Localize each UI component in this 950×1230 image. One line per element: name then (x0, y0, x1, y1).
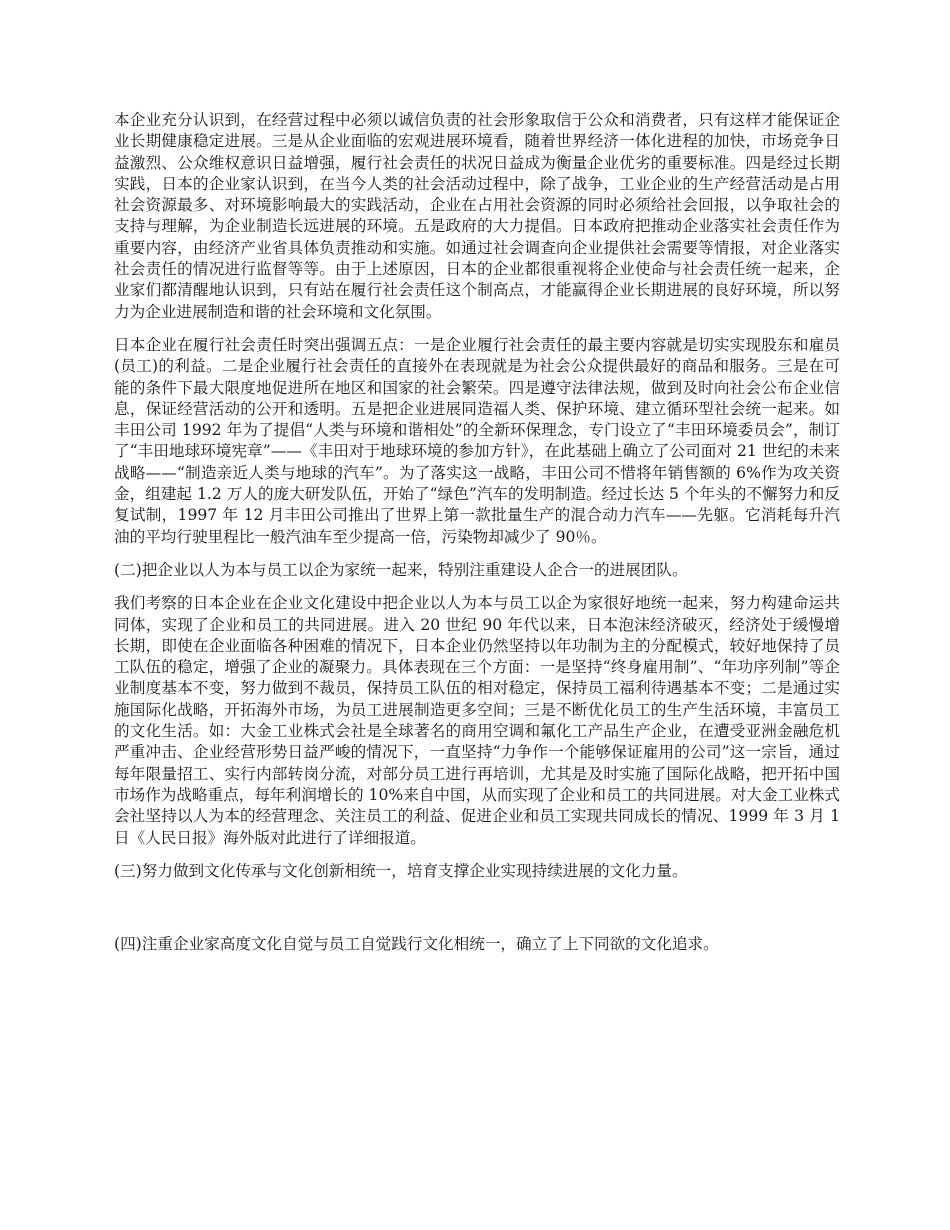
blank-gap (114, 894, 840, 934)
section-heading-3: (三)努力做到文化传承与文化创新相统一，培育支撑企业实现持续进展的文化力量。 (114, 861, 688, 880)
section-heading-2: (二)把企业以人为本与员工以企为家统一起来，特别注重建设人企合一的进展团队。 (114, 560, 688, 579)
paragraph-social-responsibility-reasons: 本企业充分认识到，在经营过程中必须以诚信负责的社会形象取信于公众和消费者，只有这样才能保证企业长期健康稳定进展。三是从企业面临的宏观进展环境看，随着世界经济一体化进程的加快，市场竞争日益激烈、公众维权意识日益增强，履行社会责任的状况日益成为衡量企业优劣的重要标准。四是经过长期实践，日本的企业家认识到，在当今人类的社会活动过程中，除了战争，工业企业的生产经营活动是占用社会资源最多、对环境影响最大的实践活动，企业在占用社会资源的同时必须给社会回报，以争取社会的支持与理解，为企业制造长远进展的环境。五是政府的大力提倡。日本政府把推动企业落实社会责任作为重要内容，由经济产业省具体负责推动和实施。如通过社会调查向企业提供社会需要等情报，对企业落实社会责任的情况进行监督等等。由于上述原因，日本的企业都很重视将企业使命与社会责任统一起来，企业家们都清醒地认识到，只有站在履行社会责任这个制高点，才能赢得企业长期进展的良好环境，所以努力为企业进展制造和谐的社会环境和文化氛围。 (114, 111, 840, 321)
section-heading-4: (四)注重企业家高度文化自觉与员工自觉践行文化相统一，确立了上下同欲的文化追求。 (114, 935, 719, 954)
paragraph-people-oriented: 我们考察的日本企业在企业文化建设中把企业以人为本与员工以企为家很好地统一起来，努力构建命运共同体，实现了企业和员工的共同进展。进入 20 世纪 90 年代以来，日本泡沫经济破灭，经济处于缓慢增长期，即使在企业面临各种困难的情况下，日本企业仍然坚持以年功制为主的分配模式，较好地保持了员工队伍的稳定，增强了企业的凝聚力。具体表现在三个方面：一是坚持“终身雇用制”、“年功序列制”等企业制度基本不变，努力做到不裁员，保持员工队伍的相对稳定，保持员工福利待遇基本不变；二是通过实施国际化战略，开拓海外市场，为员工进展制造更多空间；三是不断优化员工的生产生活环境，丰富员工的文化生活。如：大金工业株式会社是全球著名的商用空调和氟化工产品生产企业，在遭受亚洲金融危机严重冲击、企业经营形势日益严峻的情况下，一直坚持“力争作一个能够保证雇用的公司”这一宗旨，通过每年限量招工、实行内部转岗分流，对部分员工进行再培训，尤其是及时实施了国际化战略，把开拓中国市场作为战略重点，每年利润增长的 10%来自中国，从而实现了企业和员工的共同进展。对大金工业株式会社坚持以人为本的经营理念、关注员工的利益、促进企业和员工实现共同成长的情况、1999 年 3 月 1 日《人民日报》海外版对此进行了详细报道。 (114, 594, 840, 847)
paragraph-five-points: 日本企业在履行社会责任时突出强调五点：一是企业履行社会责任的最主要内容就是切实实现股东和雇员(员工)的利益。二是企业履行社会责任的直接外在表现就是为社会公众提供最好的商品和服务。三是在可能的条件下最大限度地促进所在地区和国家的社会繁荣。四是遵守法律法规，做到及时向社会公布企业信息，保证经营活动的公开和透明。五是把企业进展同造福人类、保护环境、建立循环型社会统一起来。如丰田公司 1992 年为了提倡“人类与环境和谐相处”的全新环保理念，专门设立了“丰田环境委员会”，制订了“丰田地球环境宪章”——《丰田对于地球环境的参加方针》，在此基础上确立了公司面对 21 世纪的未来战略——“制造亲近人类与地球的汽车”。为了落实这一战略，丰田公司不惜将年销售额的 6%作为攻关资金，组建起 1.2 万人的庞大研发队伍，开始了“绿色”汽车的发明制造。经过长达 5 个年头的不懈努力和反复试制，1997 年 12 月丰田公司推出了世界上第一款批量生产的混合动力汽车——先躯。它消耗每升汽油的平均行驶里程比一般汽油车至少提高一倍，污染物却减少了 90％。 (114, 335, 840, 546)
document-body (114, 110, 840, 967)
